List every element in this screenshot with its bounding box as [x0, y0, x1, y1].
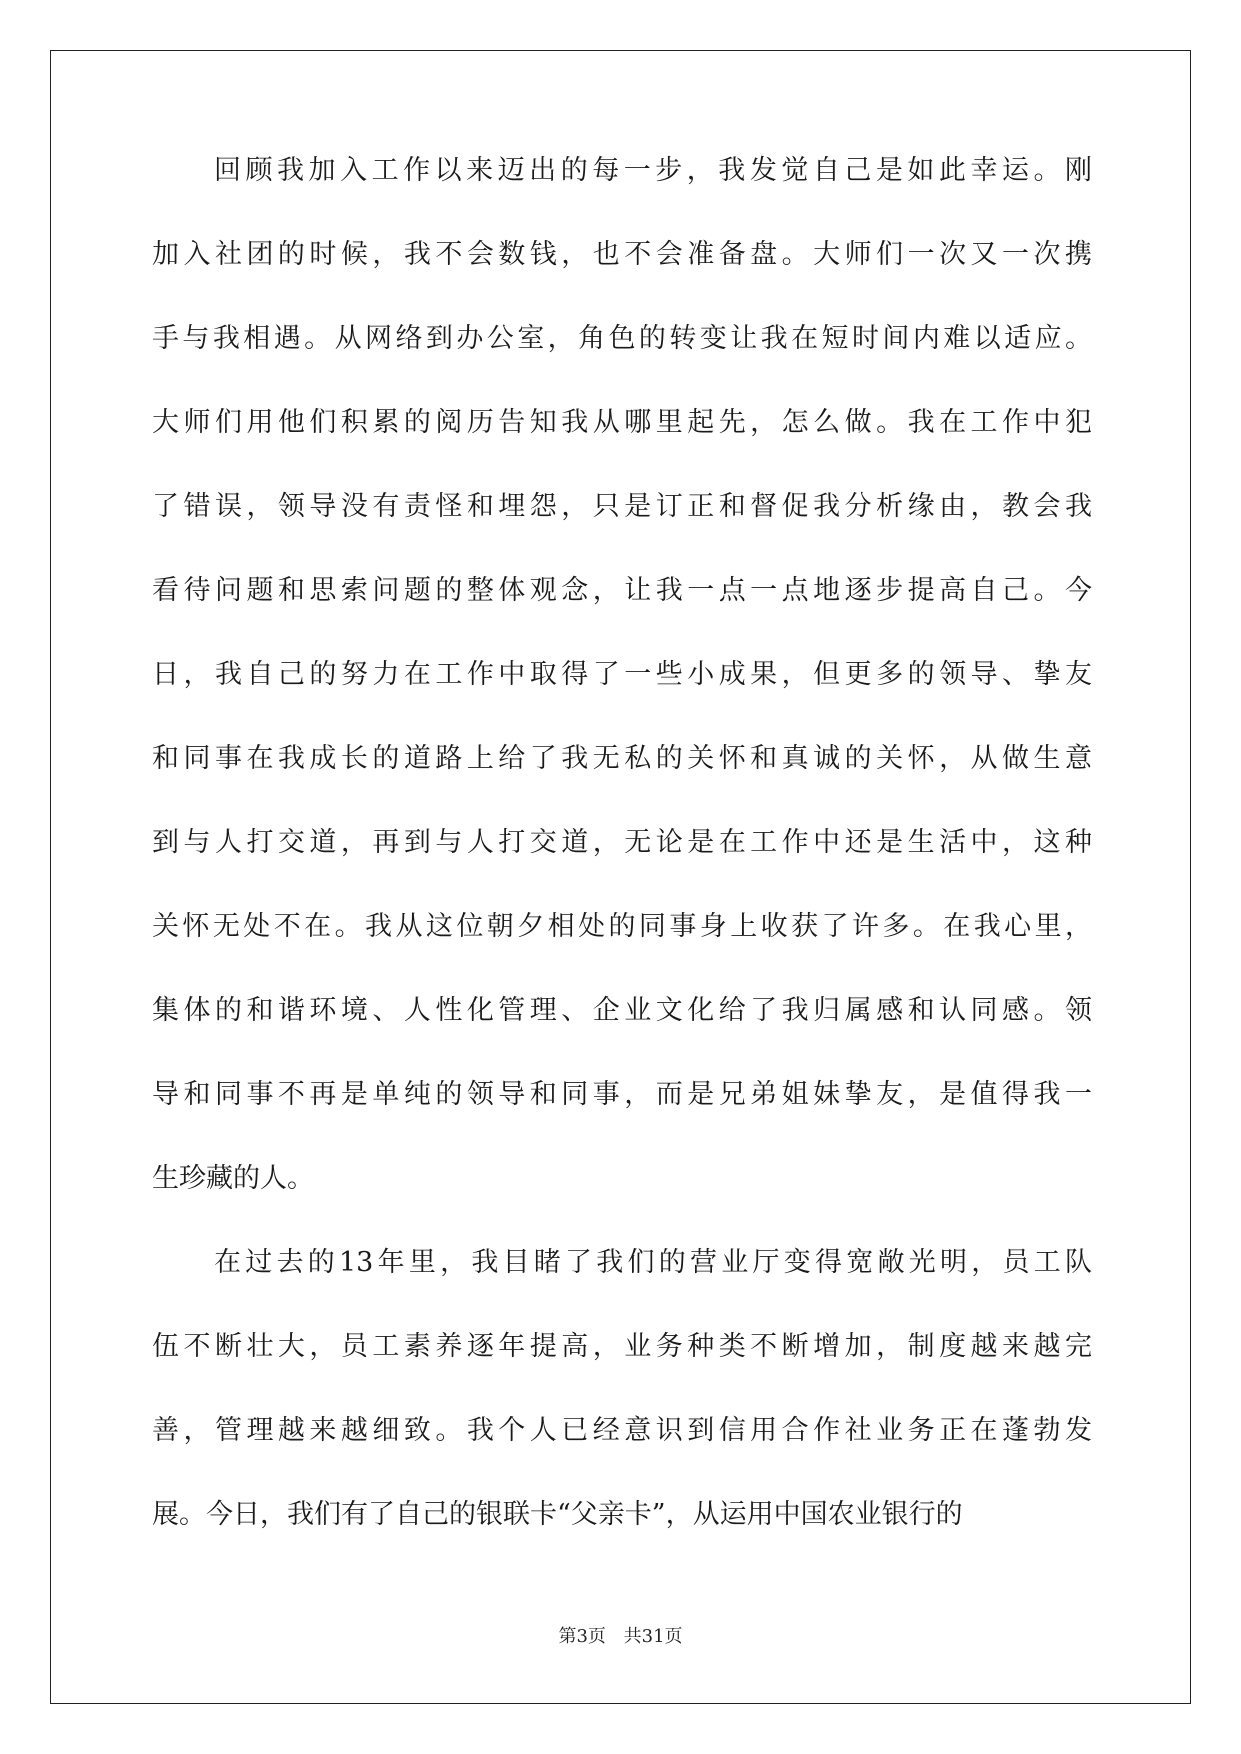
text-line: 展。今日，我们有了自己的银联卡“父亲卡”，从运用中国农业银行的 — [152, 1499, 963, 1530]
text-line: 手与我相遇。从网络到办公室，角色的转变让我在短时间内难以适应。 — [152, 323, 1092, 354]
text-line: 善，管理越来越细致。我个人已经意识到信用合作社业务正在蓬勃发 — [152, 1415, 1092, 1446]
paragraph — [152, 1242, 1092, 1536]
document-body — [152, 150, 1092, 1578]
page-number: 第3页 — [558, 1626, 606, 1647]
text-line: 看待问题和思索问题的整体观念，让我一点一点地逐步提高自己。今 — [152, 575, 1092, 606]
text-line: 在过去的13年里，我目睹了我们的营业厅变得宽敞光明，员工队 — [214, 1247, 1092, 1278]
text-line: 和同事在我成长的道路上给了我无私的关怀和真诚的关怀，从做生意 — [152, 743, 1092, 774]
text-line: 生珍藏的人。 — [152, 1163, 314, 1194]
paragraph — [152, 150, 1092, 1200]
text-line: 关怀无处不在。我从这位朝夕相处的同事身上收获了许多。在我心里， — [152, 911, 1092, 942]
page-total: 共31页 — [623, 1626, 683, 1647]
text-line: 导和同事不再是单纯的领导和同事，而是兄弟姐妹挚友，是值得我一 — [152, 1079, 1092, 1110]
text-line: 回顾我加入工作以来迈出的每一步，我发觉自己是如此幸运。刚 — [214, 155, 1092, 186]
text-line: 了错误，领导没有责怪和埋怨，只是订正和督促我分析缘由，教会我 — [152, 491, 1092, 522]
text-line: 伍不断壮大，员工素养逐年提高，业务种类不断增加，制度越来越完 — [152, 1331, 1092, 1362]
text-line: 大师们用他们积累的阅历告知我从哪里起先，怎么做。我在工作中犯 — [152, 407, 1092, 438]
text-line: 日，我自己的努力在工作中取得了一些小成果，但更多的领导、挚友 — [152, 659, 1092, 690]
text-line: 到与人打交道，再到与人打交道，无论是在工作中还是生活中，这种 — [152, 827, 1092, 858]
text-line: 集体的和谐环境、人性化管理、企业文化给了我归属感和认同感。领 — [152, 995, 1092, 1026]
page-footer — [0, 1622, 1241, 1648]
text-line: 加入社团的时候，我不会数钱，也不会准备盘。大师们一次又一次携 — [152, 239, 1092, 270]
